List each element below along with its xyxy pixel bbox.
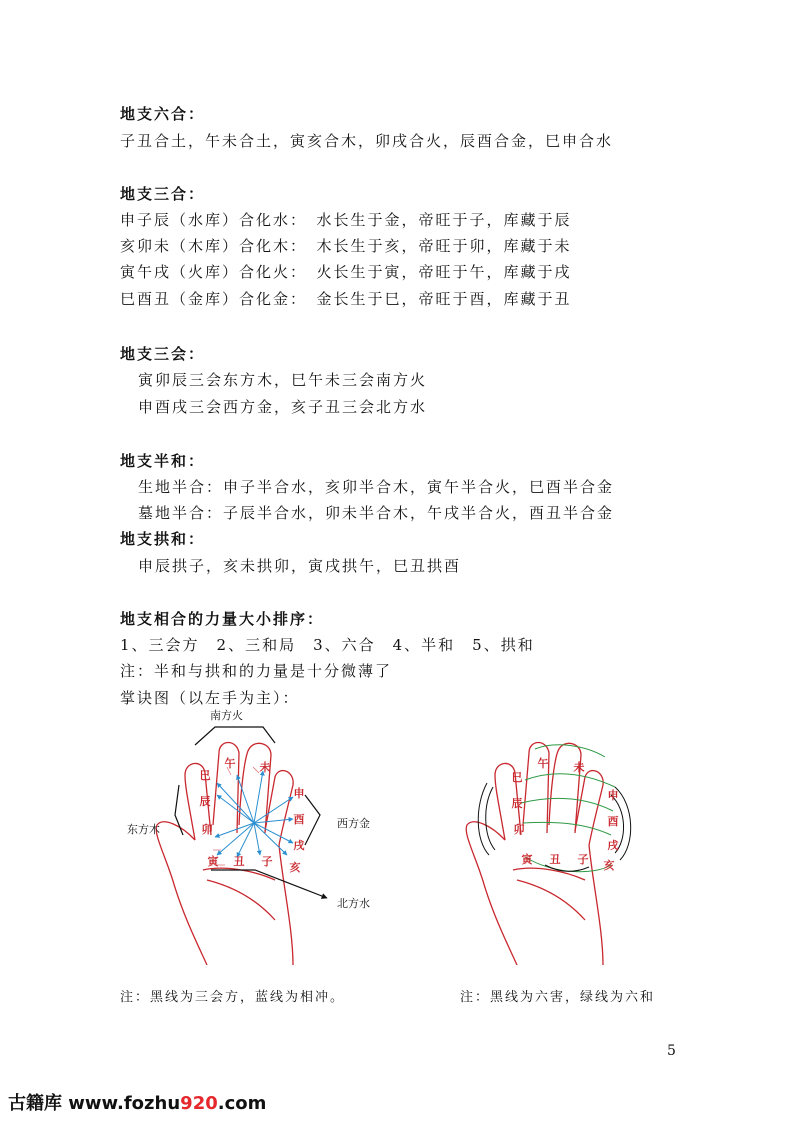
branch-wei: 未 — [259, 761, 271, 774]
branch-yin: 寅 — [521, 853, 533, 866]
strength-note: 注：半和与拱和的力量是十分微薄了 — [120, 662, 393, 680]
section-title-three-harmony: 地支三合： — [120, 185, 206, 203]
branch-chou: 丑 — [549, 853, 561, 866]
branch-mao: 卯 — [513, 823, 525, 836]
strength-ranking: 1、三会方 2、三和局 3、六合 4、半和 5、拱和 — [120, 636, 535, 654]
branch-hai: 亥 — [289, 861, 301, 874]
three-harmony-line-3: 寅午戌（火库）合化火： 火长生于寅，帝旺于午，库藏于戌 — [120, 263, 572, 281]
branch-yin: 寅 — [207, 855, 219, 868]
three-harmony-line-2: 亥卯未（木库）合化木： 木长生于亥，帝旺于卯，库藏于未 — [120, 237, 572, 255]
branch-you: 酉 — [293, 813, 305, 826]
clash-lines — [215, 771, 293, 857]
label-east-wood: 东方木 — [127, 823, 160, 836]
three-meeting-line-1: 寅卯辰三会东方木，巳午未三会南方火 — [138, 371, 428, 389]
section-title-three-meeting: 地支三会： — [120, 345, 206, 363]
branch-hai: 亥 — [603, 859, 615, 872]
right-hand-diagram — [465, 725, 665, 965]
arch-harmony-text: 申辰拱子，亥未拱卯，寅戌拱午，巳丑拱酉 — [138, 557, 462, 575]
branch-wu: 午 — [224, 757, 236, 770]
page-number: 5 — [667, 1043, 678, 1059]
section-title-arch-harmony: 地支拱和： — [120, 530, 206, 548]
branch-chou: 丑 — [233, 855, 245, 868]
branch-xu: 戌 — [293, 839, 305, 852]
branch-zi: 子 — [261, 855, 273, 868]
three-meeting-line-2: 申酉戌三会西方金，亥子丑三会北方水 — [138, 398, 428, 416]
six-harmony-lines — [521, 745, 615, 872]
hand-creases — [213, 767, 259, 865]
left-diagram-caption: 注：黑线为三会方，蓝线为相冲。 — [120, 990, 346, 1005]
branch-si: 巳 — [511, 771, 523, 784]
label-west-metal: 西方金 — [337, 817, 370, 830]
palm-diagram-title: 掌诀图（以左手为主）： — [120, 689, 300, 707]
left-hand-diagram — [115, 705, 415, 965]
label-south-fire: 南方火 — [210, 709, 243, 722]
half-harmony-line-2: 墓地半合：子辰半合水，卯未半合木，午戌半合火，酉丑半合金 — [138, 504, 615, 522]
footer-watermark — [8, 1089, 266, 1115]
branch-wei: 未 — [573, 761, 585, 774]
branch-mao: 卯 — [201, 823, 213, 836]
branch-shen: 申 — [607, 789, 619, 802]
branch-chen: 辰 — [199, 795, 211, 808]
label-north-water: 北方水 — [337, 897, 370, 910]
section-title-six-harmony: 地支六合： — [120, 105, 206, 123]
three-harmony-line-1: 申子辰（水库）合化水： 水长生于金，帝旺于子，库藏于辰 — [120, 211, 572, 229]
six-harmony-text: 子丑合土，午未合土，寅亥合木，卯戌合火，辰酉合金，巳申合水 — [120, 132, 614, 150]
branch-zi: 子 — [577, 853, 589, 866]
branch-xu: 戌 — [607, 839, 619, 852]
north-line — [211, 870, 327, 898]
section-title-strength-order: 地支相合的力量大小排序： — [120, 610, 325, 628]
branch-wu: 午 — [537, 757, 549, 770]
west-bracket — [305, 795, 320, 845]
three-harmony-line-4: 巳酉丑（金库）合化金： 金长生于巳，帝旺于酉，库藏于丑 — [120, 290, 572, 308]
section-title-half-harmony: 地支半和： — [120, 452, 206, 470]
site-name: 古籍库 — [8, 1093, 62, 1114]
branch-si: 巳 — [199, 769, 211, 782]
branch-chen: 辰 — [511, 797, 523, 810]
half-harmony-line-1: 生地半合：申子半合水，亥卯半合木，寅午半合火，巳酉半合金 — [138, 478, 615, 496]
branch-you: 酉 — [607, 815, 619, 828]
hand-outline — [156, 743, 293, 966]
south-bracket — [195, 727, 275, 745]
site-url[interactable]: www.fozhu920.com — [68, 1093, 267, 1114]
right-diagram-caption: 注：黑线为六害，绿线为六和 — [460, 990, 656, 1005]
branch-shen: 申 — [293, 787, 305, 800]
